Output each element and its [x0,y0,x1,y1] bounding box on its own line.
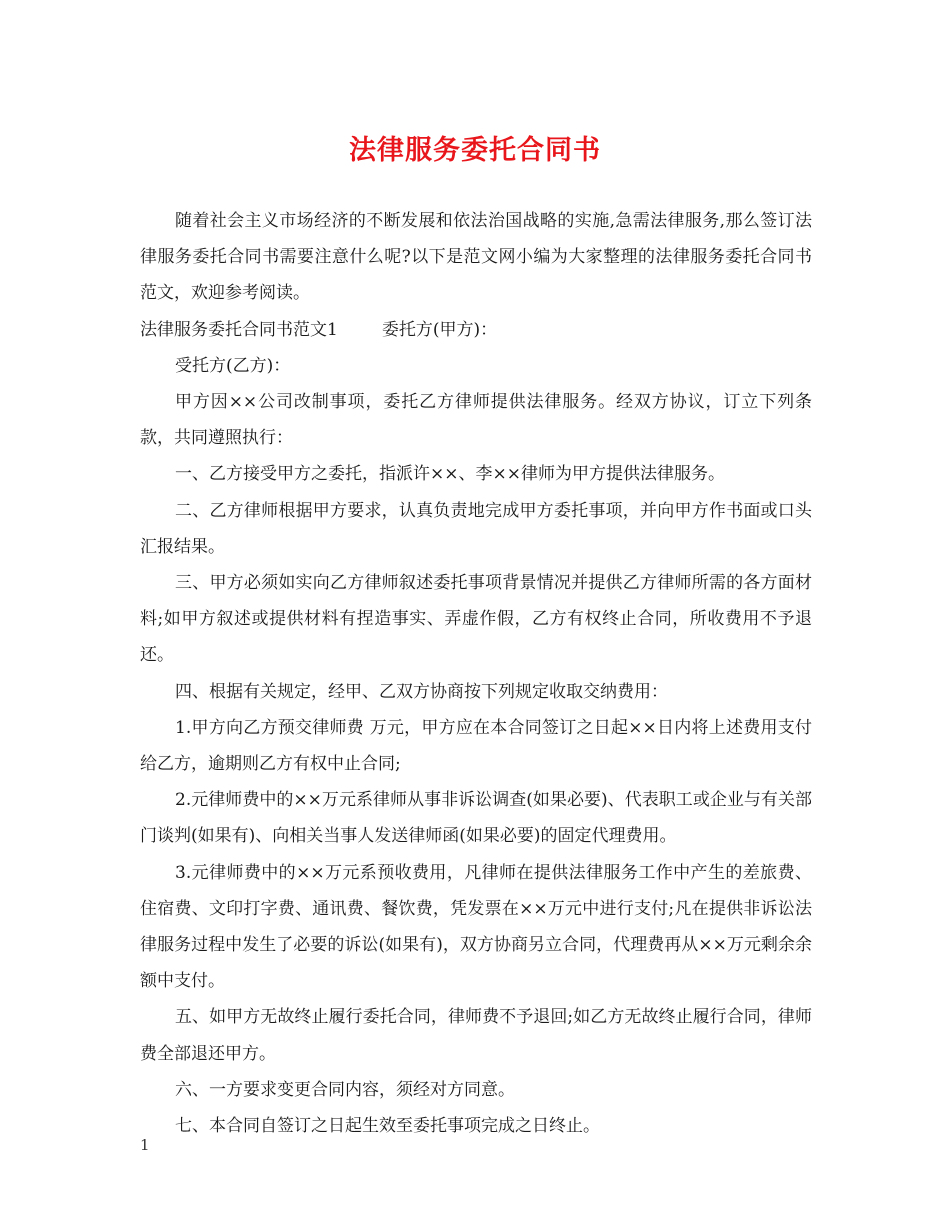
clause-4-item-2: 2.元律师费中的××万元系律师从事非诉讼调查(如果必要)、代表职工或企业与有关部门谈判(如果有)、向相关当事人发送律师函(如果必要)的固定代理费用。 [140,790,812,847]
clause-7: 七、本合同自签订之日起生效至委托事项完成之日终止。 [175,1116,600,1137]
clause-4-item-1: 1.甲方向乙方预交律师费 万元，甲方应在本合同签订之日起××日内将上述费用支付给乙方，逾期则乙方有权中止合同; [140,717,812,775]
clause-6: 六、一方要求变更合同内容，须经对方同意。 [175,1079,515,1100]
clause-5: 五、如甲方无故终止履行委托合同，律师费不予退回;如乙方无故终止履行合同，律师费全部退还甲方。 [140,1007,812,1064]
clause-3: 三、甲方必须如实向乙方律师叙述委托事项背景情况并提供乙方律师所需的各方面材料;如甲方叙述或提供材料有捏造事实、弄虚作假，乙方有权终止合同，所收费用不予退还。 [140,573,812,666]
document-title: 法律服务委托合同书 [349,135,601,166]
clause-4-item-3: 3.元律师费中的××万元系预收费用，凡律师在提供法律服务工作中产生的差旅费、住宿费、文印打字费、通讯费、餐饮费，凭发票在××万元中进行支付;凡在提供非诉讼法律服务过程中发生了必要的诉讼(如果有)，双方协商另立合同，代理费再从××万元剩余余额中支付。 [140,862,812,992]
contract-preamble: 甲方因××公司改制事项，委托乙方律师提供法律服务。经双方协议，订立下列条款，共同遵照执行： [140,392,812,449]
sample-heading: 法律服务委托合同书范文1 [140,319,338,340]
document-body [140,203,812,1144]
page-number: 1 [140,1136,150,1154]
intro-paragraph: 随着社会主义市场经济的不断发展和依法治国战略的实施,急需法律服务,那么签订法律服务委托合同书需要注意什么呢?以下是范文网小编为大家整理的法律服务委托合同书范文，欢迎参考阅读。 [140,211,812,304]
party-b-label: 受托方(乙方)： [175,355,291,376]
party-a-label: 委托方(甲方)： [381,319,498,340]
clause-1: 一、乙方接受甲方之委托，指派许××、李××律师为甲方提供法律服务。 [175,464,725,485]
sample-heading-line [140,312,812,348]
clause-2: 二、乙方律师根据甲方要求，认真负责地完成甲方委托事项，并向甲方作书面或口头汇报结果。 [140,500,812,557]
clause-4: 四、根据有关规定，经甲、乙双方协商按下列规定收取交纳费用： [175,681,668,702]
